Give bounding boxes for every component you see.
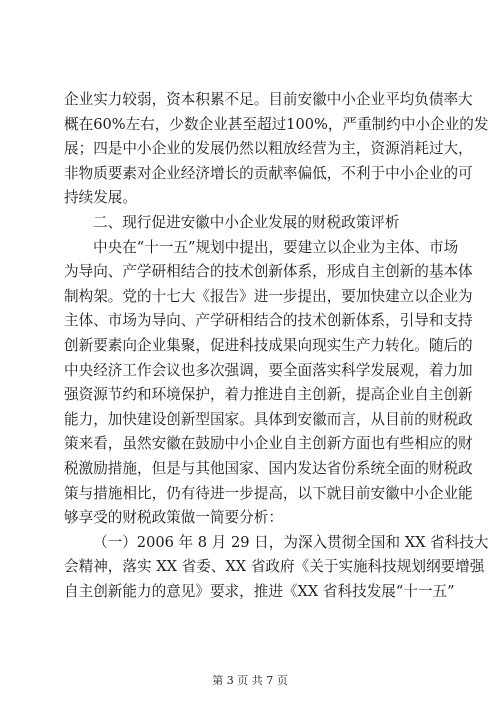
text-line: 主体、市场为导向、产学研相结合的技术创新体系，引导和支持: [64, 312, 473, 330]
text-line: 策来看，虽然安徽在鼓励中小企业自主创新方面也有些相应的财: [64, 435, 473, 453]
text-line: 非物质要素对企业经济增长的贡献率偏低，不利于中小企业的可: [64, 164, 473, 182]
paragraph-3: [64, 531, 489, 605]
text-line: 展；四是中小企业的发展仍然以粗放经营为主，资源消耗过大，: [64, 140, 473, 158]
text-line: 会精神，落实 XX 省委、XX 省政府《关于实施科技规划纲要增强: [64, 558, 485, 576]
text-line: 策与措施相比，仍有待进一步提高，以下就目前安徽中小企业能: [64, 484, 473, 502]
page-number: 第 3 页 共 7 页: [212, 674, 288, 687]
text-line: 企业实力较弱，资本积累不足。目前安徽中小企业平均负债率大: [64, 91, 473, 108]
text-line: 创新要素向企业集聚，促进科技成果向现实生产力转化。随后的: [64, 336, 473, 354]
text-line: 持续发展。: [64, 189, 137, 207]
text-line: 自主创新能力的意见》要求，推进《XX 省科技发展“十一五”: [64, 582, 455, 600]
text-line: 能力，加快建设创新型国家。具体到安徽而言，从目前的财税政: [64, 410, 473, 428]
text-line: 强资源节约和环境保护，着力推进自主创新，提高企业自主创新: [64, 386, 473, 404]
document-body: [64, 88, 489, 604]
heading-text: 二、现行促进安徽中小企业发展的财税政策评析: [93, 213, 400, 231]
page-footer: [0, 674, 500, 688]
text-line: 制构架。党的十七大《报告》进一步提出，要加快建立以企业为: [64, 287, 473, 305]
text-line: 中央经济工作会议也多次强调，要全面落实科学发展观，着力加: [64, 361, 473, 379]
paragraph-1: [64, 88, 489, 211]
paragraph-2: [64, 236, 473, 531]
text-line: 概在60%左右，少数企业甚至超过100%，严重制约中小企业的发: [64, 115, 489, 133]
text-line: 税激励措施，但是与其他国家、国内发达省份系统全面的财税政: [64, 459, 473, 477]
text-line: 为导向、产学研相结合的技术创新体系，形成自主创新的基本体: [64, 263, 473, 281]
text-line: （一）2006 年 8 月 29 日，为深入贯彻全国和 XX 省科技大: [93, 533, 489, 551]
text-line: 中央在“十一五”规划中提出，要建立以企业为主体、市场: [93, 238, 459, 256]
section-heading: [64, 211, 442, 236]
text-line: 够享受的财税政策做一简要分析：: [64, 509, 283, 527]
